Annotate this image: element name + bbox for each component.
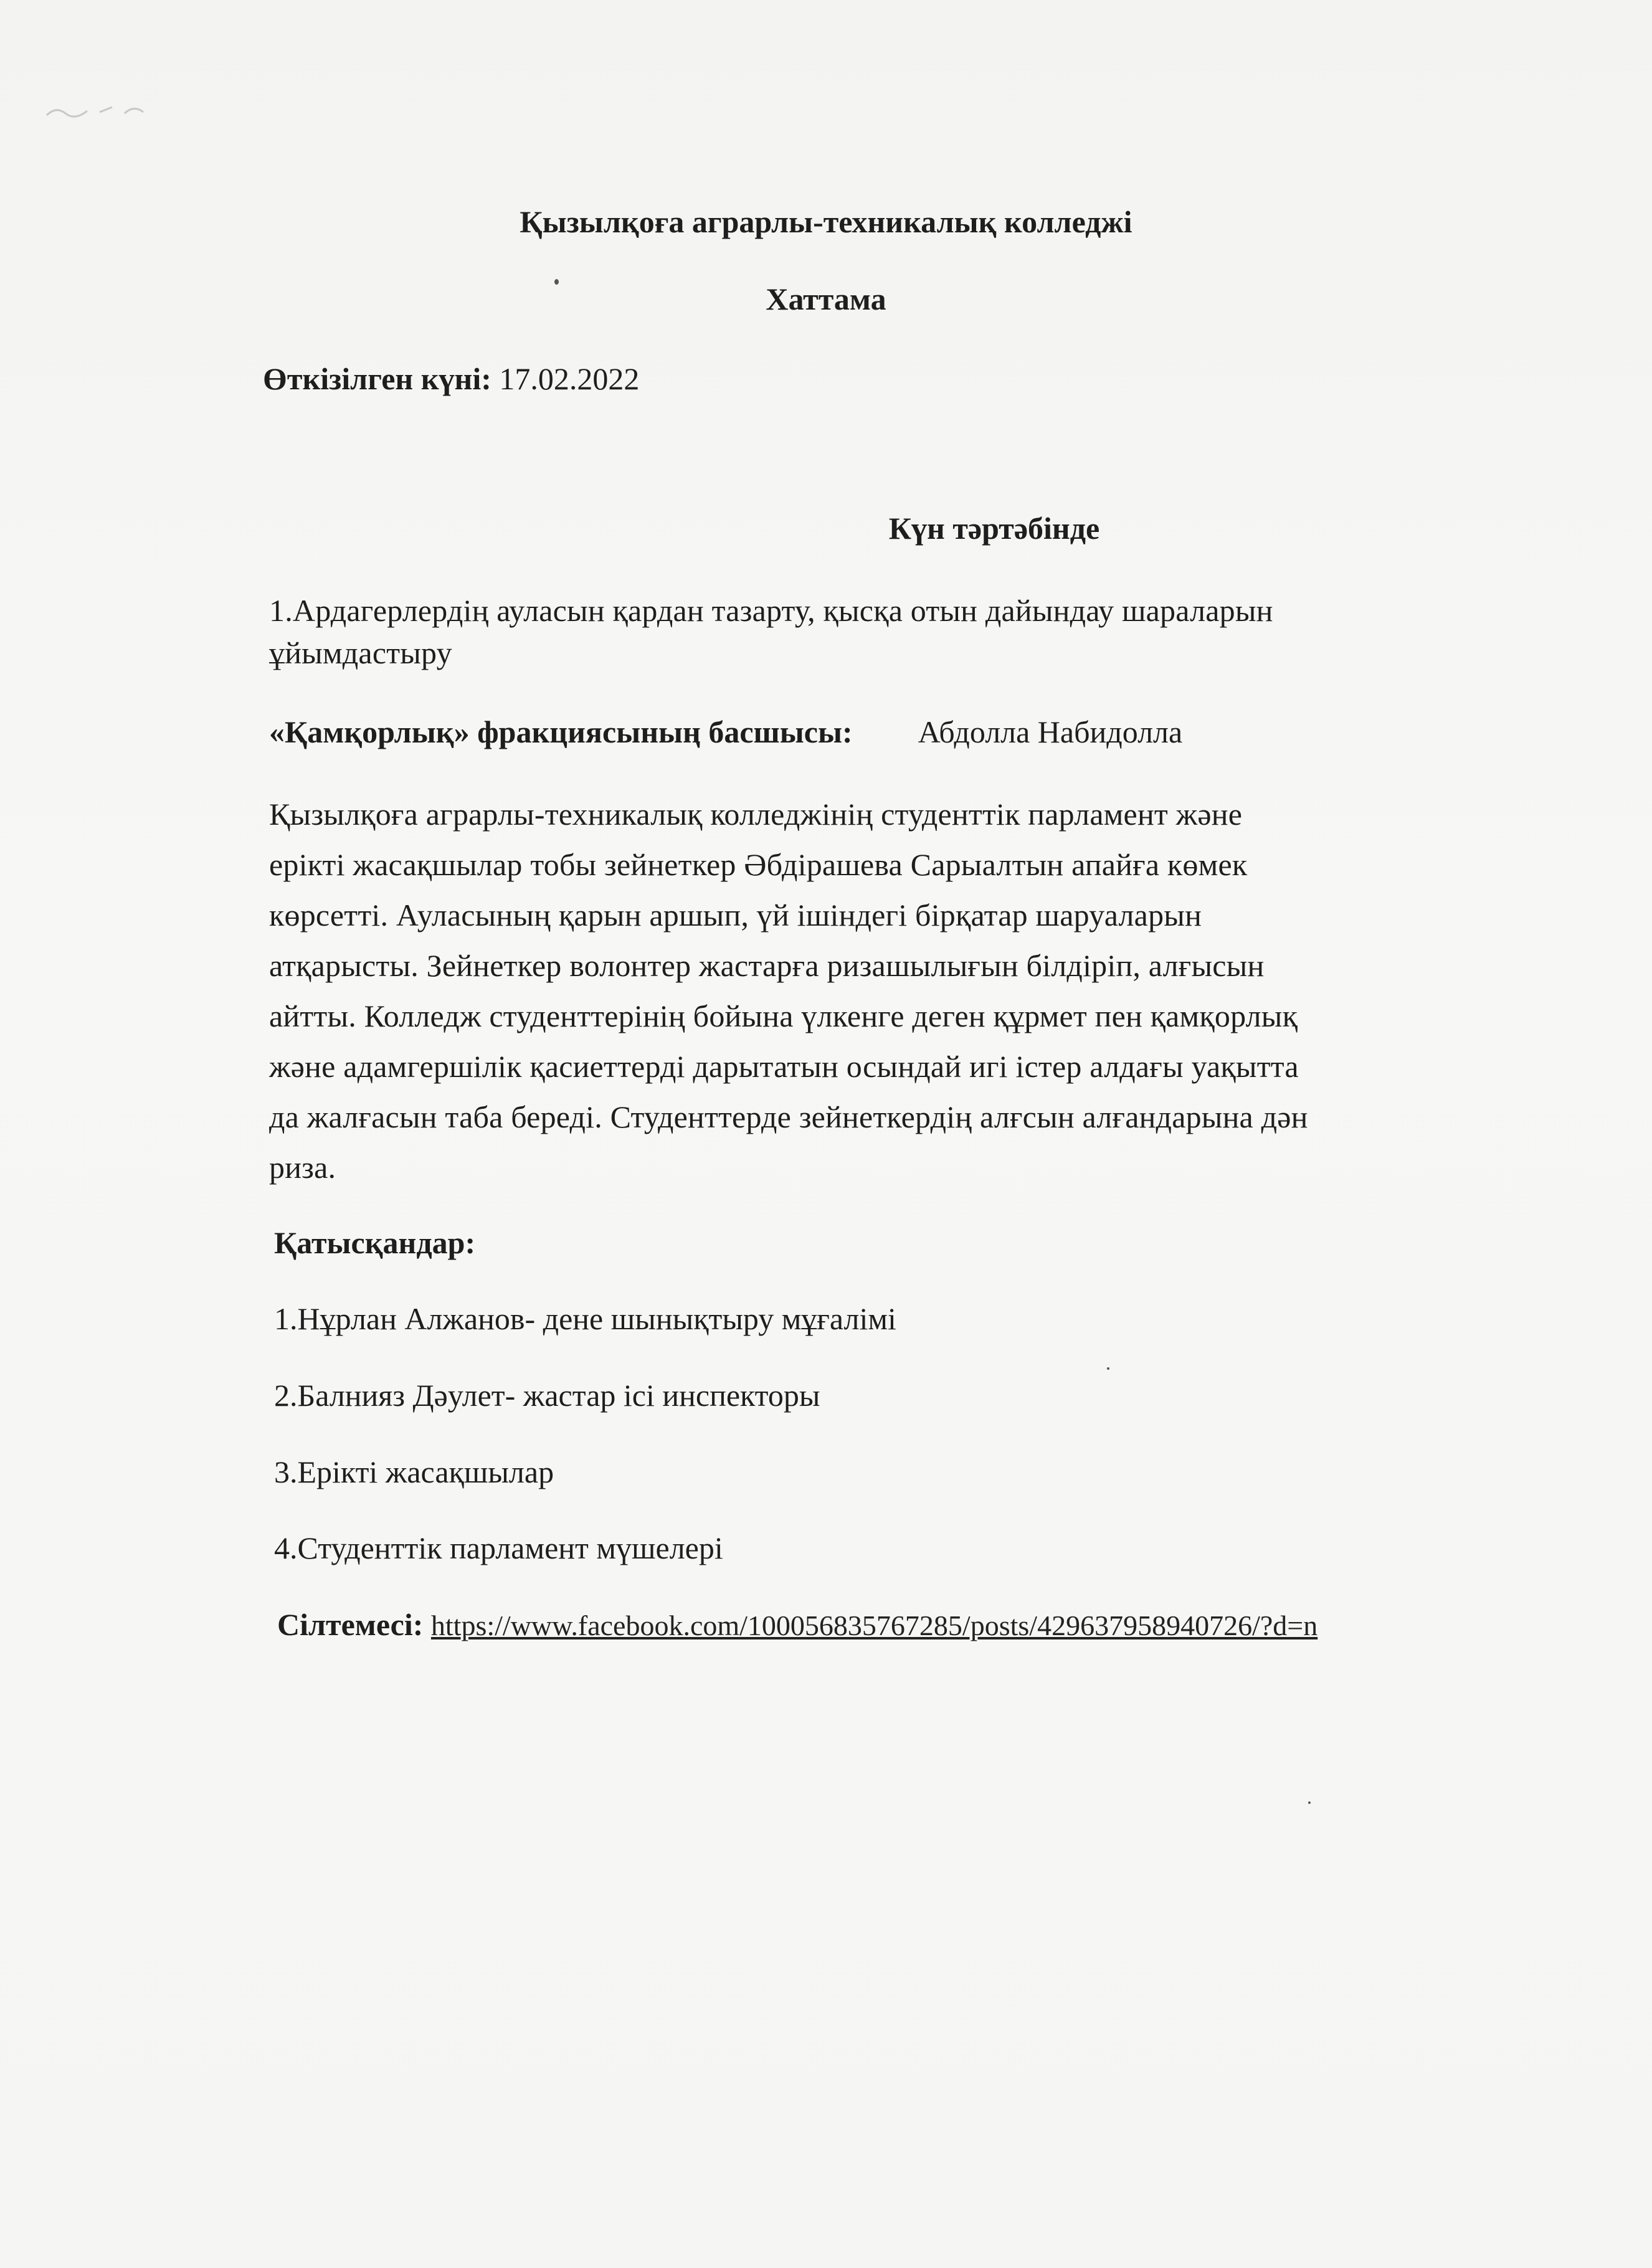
document-title: Хаттама (766, 282, 886, 316)
agenda-title: Күн тәртәбінде (888, 511, 1100, 546)
scan-speck (1308, 1801, 1311, 1804)
scan-speck (1107, 1367, 1109, 1370)
institution-title: Қызылқоға аграрлы-техникалық колледжі (520, 204, 1132, 239)
scan-smudge-mark (44, 100, 150, 125)
date-label: Өткізілген күні: (263, 361, 491, 396)
participants-label: Қатысқандар: (274, 1225, 476, 1260)
report-line: және адамгершілік қасиеттерді дарытатын осындай игі істер алдағы уақытта (269, 1049, 1299, 1084)
agenda-item-line: 1.Ардагерлердің ауласын қардан тазарту, қысқа отын дайындау шараларын (269, 593, 1273, 628)
report-line: көрсетті. Ауласының қарын аршып, үй ішіндегі бірқатар шаруаларын (269, 898, 1202, 932)
faction-head-name: Абдолла Набидолла (918, 714, 1183, 749)
agenda-item-line: ұйымдастыру (269, 635, 452, 670)
report-line: Қызылқоға аграрлы-техникалық колледжінің студенттік парламент және (269, 797, 1243, 832)
participant-item: 1.Нұрлан Алжанов- дене шынықтыру мұғалімі (274, 1301, 896, 1336)
report-line: ерікті жасақшылар тобы зейнеткер Әбдірашева Сарыалтын апайға көмек (269, 847, 1248, 882)
link-row (277, 1606, 1317, 1644)
faction-head-label: «Қамқорлық» фракциясының басшысы: (269, 714, 853, 749)
date-row (263, 360, 639, 397)
faction-head-row (269, 713, 1182, 751)
report-line: атқарысты. Зейнеткер волонтер жастарға ризашылығын білдіріп, алғысын (269, 948, 1265, 983)
participant-item: 4.Студенттік парламент мүшелері (274, 1530, 723, 1565)
report-line: да жалғасын таба береді. Студенттерде зейнеткердің алғсын алғандарына дән (269, 1099, 1308, 1134)
report-line: айтты. Колледж студенттерінің бойына үлкенге деген құрмет пен қамқорлық (269, 999, 1298, 1033)
agenda-item (269, 586, 1577, 678)
report-line: риза. (269, 1150, 336, 1185)
link-label: Сілтемесі: (277, 1607, 424, 1642)
report-paragraph (269, 789, 1577, 1193)
date-value: 17.02.2022 (499, 361, 640, 396)
facebook-post-link[interactable]: https://www.facebook.com/100056835767285/posts/429637958940726/?d=n (430, 1610, 1318, 1641)
participant-item: 3.Ерікті жасақшылар (274, 1454, 554, 1489)
participant-item: 2.Балнияз Дәулет- жастар ісі инспекторы (274, 1378, 820, 1413)
